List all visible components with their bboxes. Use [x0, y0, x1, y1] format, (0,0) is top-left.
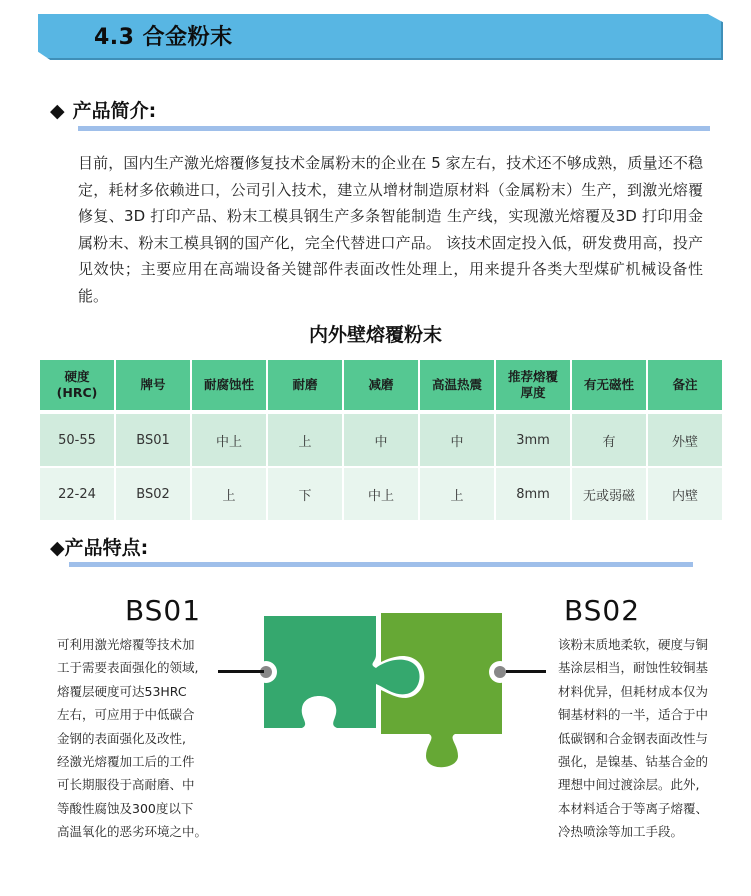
- diamond-bullet-icon: ◆: [50, 100, 65, 122]
- col-header-thermal-shock: 高温热震: [420, 360, 494, 414]
- puzzle-pieces-icon: [200, 600, 540, 780]
- bs02-description: 该粉末质地柔软，硬度与铜 基涂层相当，耐蚀性较铜基 材料优异，但耗材成本仅为 铜基材料的一半，适合于中 低碳钢和合金钢表面改性与 强化，是镍基、钴基合金的 理想中间过渡涂层。此外, 本材料适合于等离子熔覆、 冷热喷涂等加工手段。: [558, 637, 709, 840]
- diamond-bullet-icon: ◆: [50, 537, 65, 559]
- features-divider: [69, 562, 693, 567]
- col-header-wear: 耐磨: [268, 360, 342, 414]
- powder-spec-table: [38, 360, 724, 520]
- col-header-hardness: 硬度 (HRC): [40, 360, 114, 414]
- table-row: [40, 466, 722, 520]
- cell-remark: 内壁: [648, 466, 722, 520]
- cell-hardness: 50-55: [40, 414, 114, 466]
- cell-thermal-shock: 上: [420, 466, 494, 520]
- cell-thermal-shock: 中: [420, 414, 494, 466]
- table-header-row: [40, 360, 722, 414]
- cell-corrosion: 中上: [192, 414, 266, 466]
- connector-line-right: [506, 670, 546, 673]
- cell-thickness: 3mm: [496, 414, 570, 466]
- cell-hardness: 22-24: [40, 466, 114, 520]
- col-header-corrosion: 耐腐蚀性: [192, 360, 266, 414]
- intro-heading: [50, 96, 156, 123]
- cell-magnetism: 无或弱磁: [572, 466, 646, 520]
- page-title: 4.3 合金粉末: [94, 25, 233, 50]
- col-header-remark: 备注: [648, 360, 722, 414]
- cell-antifriction: 中: [344, 414, 418, 466]
- col-header-thickness: 推荐熔覆 厚度: [496, 360, 570, 414]
- cell-grade: BS02: [116, 466, 190, 520]
- cell-thickness: 8mm: [496, 466, 570, 520]
- cell-wear: 下: [268, 466, 342, 520]
- cell-magnetism: 有: [572, 414, 646, 466]
- col-header-antifriction: 减磨: [344, 360, 418, 414]
- cell-corrosion: 上: [192, 466, 266, 520]
- table-title: 内外壁熔覆粉末: [308, 324, 442, 346]
- features-heading-text: 产品特点:: [64, 537, 149, 559]
- intro-divider: [78, 126, 710, 131]
- connector-line-left: [218, 670, 264, 673]
- connector-dot-right: [494, 666, 506, 678]
- table-row: [40, 414, 722, 466]
- col-header-grade: 牌号: [116, 360, 190, 414]
- bs01-description: 可利用激光熔覆等技术加 工于需要表面强化的领域, 熔覆层硬度可达53HRC 左右，可应用于中低碳合 金钢的表面强化及改性, 经激光熔覆加工后的工件 可长期服役于高耐磨、中 等酸性腐蚀及300度以下 高温氧化的恶劣环境之中。: [57, 637, 208, 840]
- cell-wear: 上: [268, 414, 342, 466]
- intro-paragraph: 目前，国内生产激光熔覆修复技术金属粉末的企业在 5 家左右，技术还不够成熟，质量还不稳定，耗材多依赖进口，公司引入技术，建立从增材制造原材料（金属粉末）生产，到激光熔覆修复、3D 打印产品、粉末工模具钢生产多条智能制造 生产线，实现激光熔覆及3D 打印用金属粉末、粉末工模具钢的国产化，完全代替进口产品。 该技术固定投入低，研发费用高，投产见效快；主要应用在高端设备关键部件表面改性处理上，用来提升各类大型煤矿机械设备性能。: [78, 154, 703, 305]
- bs02-title: BS02: [563, 594, 641, 627]
- intro-heading-text: 产品简介:: [72, 100, 157, 122]
- cell-remark: 外壁: [648, 414, 722, 466]
- cell-grade: BS01: [116, 414, 190, 466]
- bs01-title: BS01: [124, 594, 202, 627]
- cell-antifriction: 中上: [344, 466, 418, 520]
- col-header-magnetism: 有无磁性: [572, 360, 646, 414]
- features-heading: [50, 533, 148, 560]
